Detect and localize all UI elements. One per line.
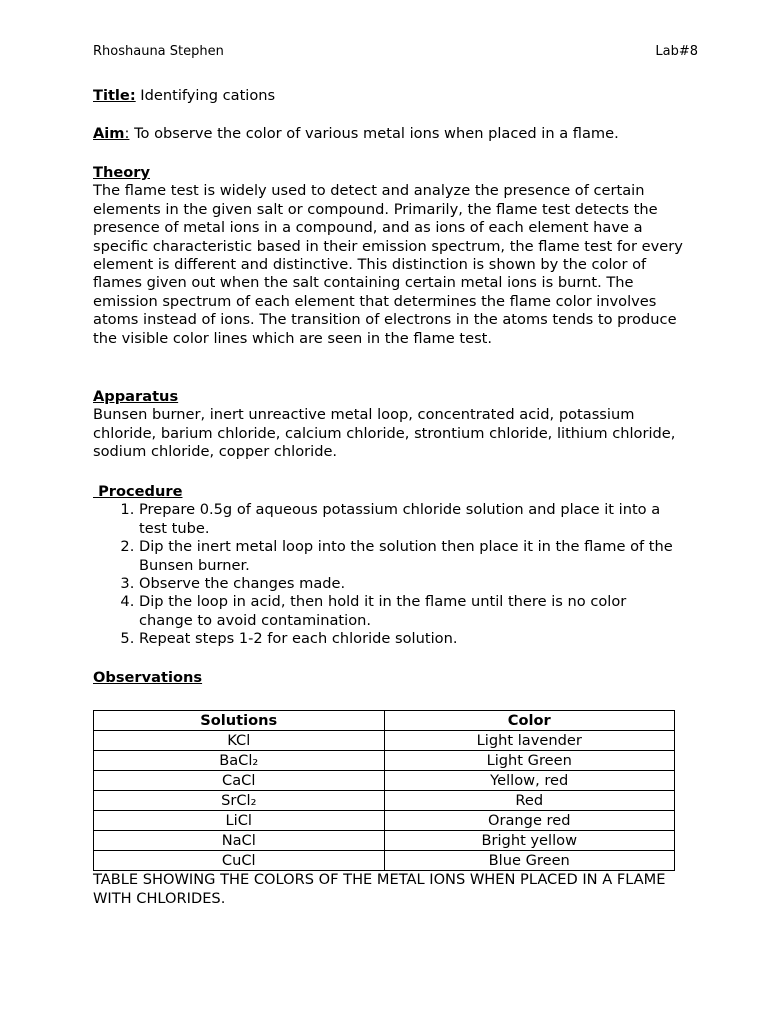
aim-line (93, 125, 683, 143)
column-header-solutions: Solutions (94, 711, 385, 731)
table-row (94, 831, 675, 851)
title-text: Identifying cations (135, 87, 276, 104)
procedure-step: 1. Prepare 0.5g of aqueous potassium chloride solution and place it into a test tube. (139, 501, 683, 538)
procedure-list (93, 501, 683, 648)
procedure-step: 3. Observe the changes made. (139, 575, 683, 593)
procedure-step: 2. Dip the inert metal loop into the solution then place it in the flame of the Bunsen burner. (139, 538, 683, 575)
color-cell: Light Green (384, 751, 675, 771)
table-row (94, 771, 675, 791)
aim-colon: : (124, 125, 130, 142)
aim-text: To observe the color of various metal ions when placed in a flame. (129, 125, 619, 142)
procedure-step: 5. Repeat steps 1-2 for each chloride solution. (139, 630, 683, 648)
table-header-row (94, 711, 675, 731)
procedure-step: 4. Dip the loop in acid, then hold it in the flame until there is no color change to avoid contamination. (139, 593, 683, 630)
observations-heading: Observations (93, 669, 203, 686)
solution-cell: NaCl (94, 831, 385, 851)
table-row (94, 851, 675, 871)
color-cell: Bright yellow (384, 831, 675, 851)
column-header-color: Color (384, 711, 675, 731)
table-row (94, 731, 675, 751)
solution-cell: SrCl₂ (94, 791, 385, 811)
solution-cell: KCl (94, 731, 385, 751)
solution-cell: BaCl₂ (94, 751, 385, 771)
solution-cell: CuCl (94, 851, 385, 871)
procedure-heading: Procedure (93, 483, 183, 500)
color-cell: Light lavender (384, 731, 675, 751)
title-line (93, 87, 683, 105)
table-row (94, 811, 675, 831)
observations-table (93, 710, 675, 871)
color-cell: Yellow, red (384, 771, 675, 791)
color-cell: Orange red (384, 811, 675, 831)
table-caption: TABLE SHOWING THE COLORS OF THE METAL IONS WHEN PLACED IN A FLAME WITH CHLORIDES. (93, 871, 666, 907)
solution-cell: CaCl (94, 771, 385, 791)
color-cell: Blue Green (384, 851, 675, 871)
procedure-section (93, 483, 683, 649)
solution-cell: LiCl (94, 811, 385, 831)
apparatus-section (93, 388, 683, 462)
title-label: Title: (93, 87, 136, 104)
theory-section (93, 164, 683, 348)
apparatus-heading: Apparatus (93, 388, 179, 405)
theory-heading: Theory (93, 164, 150, 181)
table-row (94, 751, 675, 771)
lab-number: Lab#8 (655, 44, 698, 59)
aim-label: Aim (93, 125, 125, 142)
color-cell: Red (384, 791, 675, 811)
author-name: Rhoshauna Stephen (93, 44, 224, 59)
table-row (94, 791, 675, 811)
apparatus-text: Bunsen burner, inert unreactive metal loop, concentrated acid, potassium chloride, barium chloride, calcium chloride, strontium chloride, lithium chloride, sodium chloride, copper chloride. (93, 406, 676, 461)
theory-text: The flame test is widely used to detect and analyze the presence of certain elements in the given salt or compound. Primarily, the flame test detects the presence of metal ions in a compound, and as ions of each element have a specific characteristic based in their emission spectrum, the flame test for every element is different and distinctive. This distinction is shown by the color of flames given out when the salt containing certain metal ions is burnt. The emission spectrum of each element that determines the flame color involves atoms instead of ions. The transition of electrons in the atoms tends to produce the visible color lines which are seen in the flame test. (93, 182, 683, 347)
